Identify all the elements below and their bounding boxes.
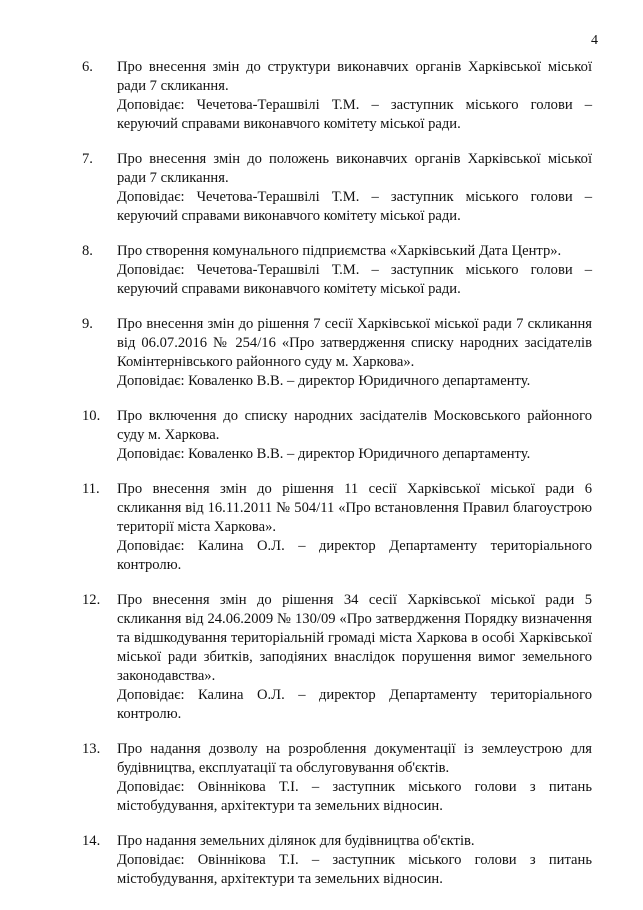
- agenda-item: [82, 150, 592, 226]
- item-number: 10.: [82, 408, 101, 424]
- agenda-item: [82, 407, 592, 464]
- item-number: 14.: [82, 833, 101, 849]
- item-body: [117, 740, 592, 816]
- item-number: 13.: [82, 741, 101, 757]
- item-title: Про створення комунального підприємства «Харківський Дата Центр».: [117, 243, 562, 259]
- item-title: Про надання дозволу на розроблення документації із землеустрою для будівництва, експлуатації та обслуговування об'єктів.: [117, 741, 592, 776]
- item-speaker: Доповідає: Чечетова-Терашвілі Т.М. – заступник міського голови – керуючий справами виконавчого комітету міської ради.: [117, 97, 592, 132]
- item-number: 12.: [82, 592, 101, 608]
- item-speaker: Доповідає: Коваленко В.В. – директор Юридичного департаменту.: [117, 373, 531, 389]
- agenda-item: [82, 832, 592, 889]
- item-speaker: Доповідає: Чечетова-Терашвілі Т.М. – заступник міського голови – керуючий справами виконавчого комітету міської ради.: [117, 189, 592, 224]
- item-speaker: Доповідає: Коваленко В.В. – директор Юридичного департаменту.: [117, 446, 531, 462]
- item-speaker: Доповідає: Чечетова-Терашвілі Т.М. – заступник міського голови – керуючий справами виконавчого комітету міської ради.: [117, 262, 592, 297]
- item-body: [117, 591, 592, 724]
- item-title: Про внесення змін до рішення 11 сесії Харківської міської ради 6 скликання від 16.11.2011 № 504/11 «Про встановлення Правил благоустрою території міста Харкова».: [117, 481, 592, 535]
- item-title: Про внесення змін до структури виконавчих органів Харківської міської ради 7 скликання.: [117, 59, 592, 94]
- agenda-item: [82, 480, 592, 575]
- item-body: [117, 480, 592, 575]
- item-body: [117, 832, 592, 889]
- item-number: 8.: [82, 243, 93, 259]
- item-title: Про внесення змін до рішення 34 сесії Харківської міської ради 5 скликання від 24.06.2009 № 130/09 «Про затвердження Порядку визначення та відшкодування територіальній громаді міста Харкова в особі Харківської міської ради збитків, заподіяних внаслідок порушення вимог земельного законодавства».: [117, 592, 592, 684]
- item-body: [117, 150, 592, 226]
- item-title: Про внесення змін до положень виконавчих органів Харківської міської ради 7 скликання.: [117, 151, 592, 186]
- item-number: 6.: [82, 59, 93, 75]
- item-title: Про внесення змін до рішення 7 сесії Харківської міської ради 7 скликання від 06.07.2016 № 254/16 «Про затвердження списку народних засідателів Комінтернівського районного суду м. Харкова».: [117, 316, 592, 370]
- item-title: Про включення до списку народних засідателів Московського районного суду м. Харкова.: [117, 408, 592, 443]
- item-number: 9.: [82, 316, 93, 332]
- agenda-list: [82, 58, 592, 905]
- agenda-item: [82, 591, 592, 724]
- item-body: [117, 407, 592, 464]
- item-speaker: Доповідає: Калина О.Л. – директор Департаменту територіального контролю.: [117, 687, 592, 722]
- item-body: [117, 242, 592, 299]
- item-speaker: Доповідає: Калина О.Л. – директор Департаменту територіального контролю.: [117, 538, 592, 573]
- agenda-item: [82, 315, 592, 391]
- agenda-item: [82, 58, 592, 134]
- item-speaker: Доповідає: Овіннікова Т.І. – заступник міського голови з питань містобудування, архітектури та земельних відносин.: [117, 852, 592, 887]
- item-number: 7.: [82, 151, 93, 167]
- agenda-item: [82, 740, 592, 816]
- item-speaker: Доповідає: Овіннікова Т.І. – заступник міського голови з питань містобудування, архітектури та земельних відносин.: [117, 779, 592, 814]
- item-title: Про надання земельних ділянок для будівництва об'єктів.: [117, 833, 475, 849]
- page-number: 4: [591, 33, 598, 48]
- item-body: [117, 315, 592, 391]
- item-body: [117, 58, 592, 134]
- item-number: 11.: [82, 481, 100, 497]
- agenda-item: [82, 242, 592, 299]
